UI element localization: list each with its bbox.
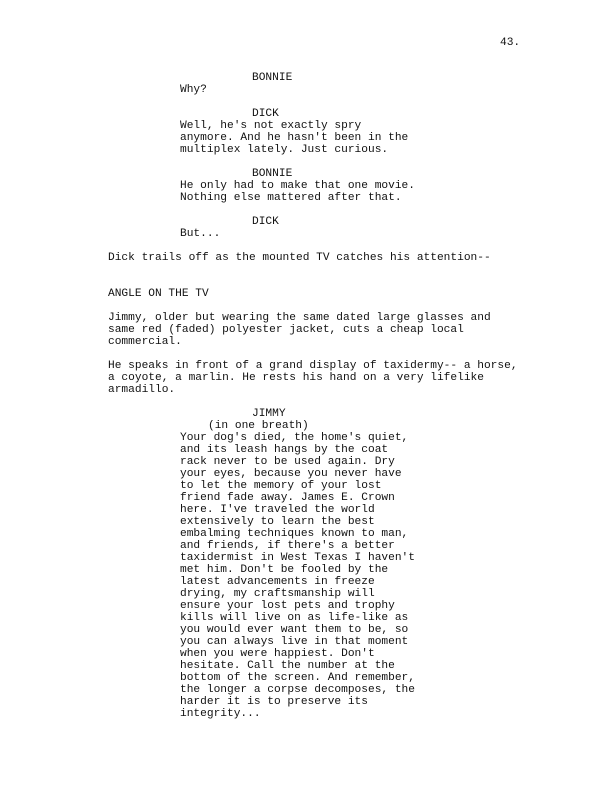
dialogue-line: integrity... bbox=[180, 708, 261, 720]
character-cue: BONNIE bbox=[252, 168, 293, 180]
character-cue: DICK bbox=[252, 216, 279, 228]
parenthetical: (in one breath) bbox=[208, 420, 309, 432]
dialogue-line: Well, he's not exactly spry bbox=[180, 120, 362, 132]
dialogue-line: to let the memory of your lost bbox=[180, 480, 382, 492]
character-cue: JIMMY bbox=[252, 408, 286, 420]
dialogue-line: embalming techniques known to man, bbox=[180, 528, 409, 540]
dialogue-line: hesitate. Call the number at the bbox=[180, 660, 395, 672]
action-line: a coyote, a marlin. He rests his hand on a very lifelike bbox=[108, 372, 484, 384]
dialogue-line: you can always live in that moment bbox=[180, 636, 409, 648]
dialogue-line: ensure your lost pets and trophy bbox=[180, 600, 395, 612]
dialogue-line: here. I've traveled the world bbox=[180, 504, 375, 516]
action-line: same red (faded) polyester jacket, cuts a cheap local bbox=[108, 324, 464, 336]
action-line: armadillo. bbox=[108, 384, 176, 396]
dialogue-line: friend fade away. James E. Crown bbox=[180, 492, 395, 504]
dialogue-line: and its leash hangs by the coat bbox=[180, 444, 389, 456]
action-line: Dick trails off as the mounted TV catches his attention-- bbox=[108, 252, 491, 264]
dialogue-line: the longer a corpse decomposes, the bbox=[180, 684, 415, 696]
dialogue-line: multiplex lately. Just curious. bbox=[180, 144, 389, 156]
character-cue: DICK bbox=[252, 108, 279, 120]
dialogue-line: harder it is to preserve its bbox=[180, 696, 368, 708]
page-number: 43. bbox=[500, 37, 521, 49]
dialogue-line: and friends, if there's a better bbox=[180, 540, 395, 552]
dialogue-line: But... bbox=[180, 228, 221, 240]
dialogue-line: Why? bbox=[180, 84, 207, 96]
action-line: He speaks in front of a grand display of taxidermy-- a horse, bbox=[108, 360, 518, 372]
dialogue-line: drying, my craftsmanship will bbox=[180, 588, 375, 600]
character-cue: BONNIE bbox=[252, 72, 293, 84]
dialogue-line: your eyes, because you never have bbox=[180, 468, 402, 480]
dialogue-line: Nothing else mattered after that. bbox=[180, 192, 402, 204]
dialogue-line: extensively to learn the best bbox=[180, 516, 375, 528]
dialogue-line: kills will live on as life-like as bbox=[180, 612, 409, 624]
dialogue-line: met him. Don't be fooled by the bbox=[180, 564, 389, 576]
action-line: ANGLE ON THE TV bbox=[108, 288, 209, 300]
dialogue-line: taxidermist in West Texas I haven't bbox=[180, 552, 415, 564]
action-line: commercial. bbox=[108, 336, 182, 348]
dialogue-line: anymore. And he hasn't been in the bbox=[180, 132, 409, 144]
dialogue-line: you would ever want them to be, so bbox=[180, 624, 409, 636]
dialogue-line: He only had to make that one movie. bbox=[180, 180, 415, 192]
dialogue-line: Your dog's died, the home's quiet, bbox=[180, 432, 409, 444]
dialogue-line: when you were happiest. Don't bbox=[180, 648, 375, 660]
dialogue-line: rack never to be used again. Dry bbox=[180, 456, 395, 468]
dialogue-line: latest advancements in freeze bbox=[180, 576, 375, 588]
action-line: Jimmy, older but wearing the same dated large glasses and bbox=[108, 312, 491, 324]
dialogue-line: bottom of the screen. And remember, bbox=[180, 672, 415, 684]
